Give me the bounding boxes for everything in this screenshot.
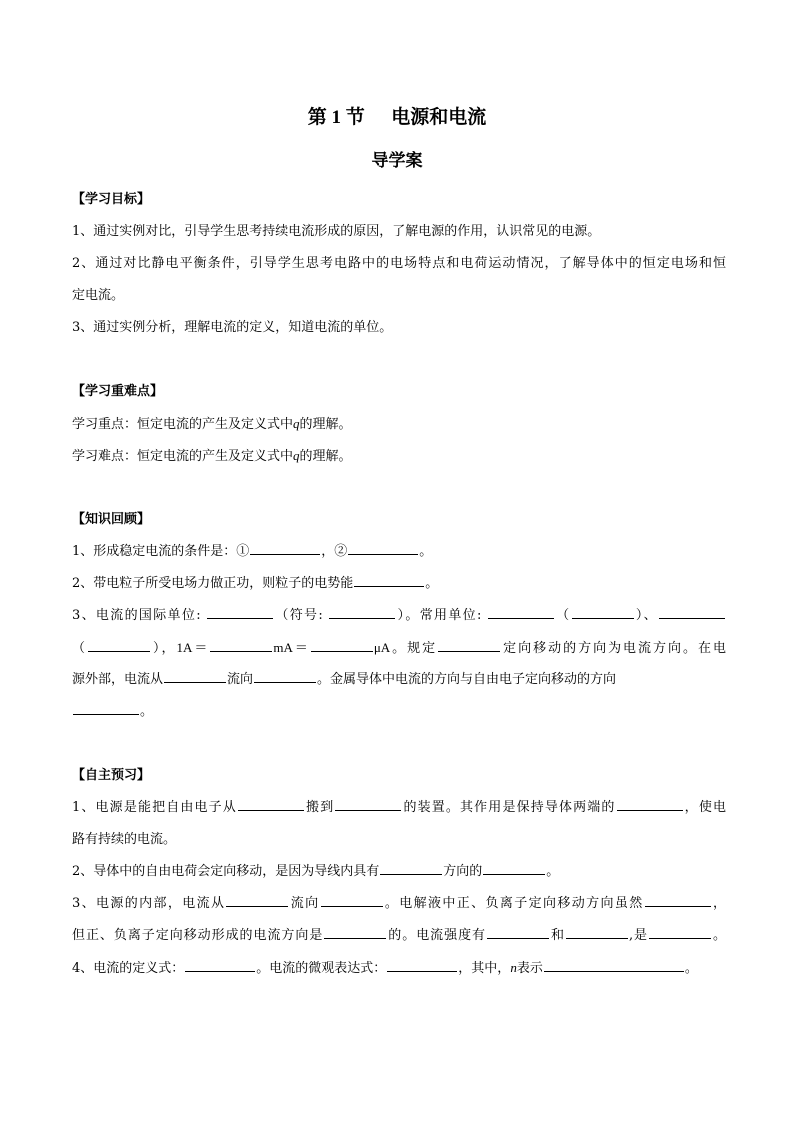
text: 流向 xyxy=(289,896,320,911)
fill-blank[interactable] xyxy=(438,637,500,652)
fill-blank[interactable] xyxy=(645,892,711,907)
fill-blank[interactable] xyxy=(617,796,683,811)
goal-item-2a: 2、通过对比静电平衡条件，引导学生思考电路中的电场特点和电荷运动情况，了解导体中的恒定电场和恒 xyxy=(72,256,726,271)
review-question-2 xyxy=(72,568,726,600)
text: 1、电源是能把自由电子从 xyxy=(72,800,237,815)
text: （符号: xyxy=(274,608,329,623)
text: 4、电流的定义式： xyxy=(72,961,185,976)
fill-blank[interactable] xyxy=(73,700,139,715)
fill-blank[interactable] xyxy=(207,604,273,619)
text: 方向的 xyxy=(443,864,483,879)
text: 搬到 xyxy=(304,800,335,815)
focus-text-post: 的理解。 xyxy=(299,417,352,432)
text: 和 xyxy=(550,928,565,943)
fill-blank[interactable] xyxy=(544,957,684,972)
fill-blank[interactable] xyxy=(321,892,383,907)
review-question-3b xyxy=(72,632,726,664)
fill-blank[interactable] xyxy=(348,540,418,555)
text: 。电解液中正、负离子定向移动方向虽然 xyxy=(383,896,644,911)
fill-blank[interactable] xyxy=(254,668,316,683)
fill-blank[interactable] xyxy=(487,924,549,939)
text: mA＝ xyxy=(273,640,310,655)
fill-blank[interactable] xyxy=(488,604,554,619)
fill-blank[interactable] xyxy=(354,572,424,587)
spacer xyxy=(72,472,726,504)
text: 。 xyxy=(712,928,726,943)
fill-blank[interactable] xyxy=(238,796,304,811)
fill-blank[interactable] xyxy=(164,668,226,683)
text: 。金属导体中电流的方向与自由电子定向移动的方向 xyxy=(317,672,617,687)
fill-blank[interactable] xyxy=(649,924,711,939)
preview-question-3b xyxy=(72,920,726,952)
text: ），1A＝ xyxy=(151,640,210,655)
fill-blank[interactable] xyxy=(324,924,386,939)
fill-blank[interactable] xyxy=(311,637,373,652)
preview-question-3a xyxy=(72,888,726,920)
difficulty-text-pre: 学习难点：恒定电流的产生及定义式中 xyxy=(72,449,294,464)
difficulty-text-post: 的理解。 xyxy=(299,449,352,464)
focus-text-pre: 学习重点：恒定电流的产生及定义式中 xyxy=(72,417,294,432)
text: 。 xyxy=(419,544,433,559)
preview-question-1a xyxy=(72,792,726,824)
title-section-number: 第 1 节 xyxy=(307,107,365,128)
text: 。 xyxy=(546,864,560,879)
text: 的装置。其作用是保持导体两端的 xyxy=(402,800,616,815)
review-question-3d xyxy=(72,696,726,728)
keypoint-focus xyxy=(72,408,726,440)
fill-blank[interactable] xyxy=(210,637,272,652)
text: 2、导体中的自由电荷会定向移动，是因为导线内具有 xyxy=(72,864,380,879)
text: ,是 xyxy=(628,928,649,943)
text: （ xyxy=(72,641,87,656)
review-heading: 【知识回顾】 xyxy=(72,512,151,527)
text: 1、形成稳定电流的条件是：① xyxy=(72,544,250,559)
text: 流向 xyxy=(227,672,254,687)
fill-blank[interactable] xyxy=(387,957,457,972)
text: ，② xyxy=(321,544,348,559)
review-question-3c xyxy=(72,664,726,696)
fill-blank[interactable] xyxy=(380,860,442,875)
text: 表示 xyxy=(516,961,543,976)
review-question-3a xyxy=(72,600,726,632)
text: ， xyxy=(711,896,726,911)
text: ，使电 xyxy=(683,800,726,815)
spacer xyxy=(72,728,726,760)
goal-item-3: 3、通过实例分析，理解电流的定义，知道电流的单位。 xyxy=(72,320,393,335)
text: 定向移动的方向为电流方向。在电 xyxy=(501,641,726,656)
text: μA。规定 xyxy=(373,640,438,655)
text: 3、电源的内部，电流从 xyxy=(72,896,226,911)
spacer xyxy=(72,344,726,376)
preview-heading: 【自主预习】 xyxy=(72,768,151,783)
text: ）。常用单位: xyxy=(396,608,487,623)
text: 3、电流的国际单位: xyxy=(72,608,207,623)
preview-question-2 xyxy=(72,856,726,888)
fill-blank[interactable] xyxy=(483,860,545,875)
goal-item-1: 1、通过实例对比，引导学生思考持续电流形成的原因，了解电源的作用，认识常见的电源。 xyxy=(72,224,601,239)
text: （ xyxy=(554,608,571,623)
text: 。电流的微观表达式： xyxy=(256,961,387,976)
fill-blank[interactable] xyxy=(226,892,288,907)
goal-item-2b: 定电流。 xyxy=(72,288,125,303)
fill-blank[interactable] xyxy=(185,957,255,972)
text: 。 xyxy=(425,576,439,591)
text: 但正、负离子定向移动形成的电流方向是 xyxy=(72,928,324,943)
keypoints-heading: 【学习重难点】 xyxy=(72,384,164,399)
keypoint-difficulty xyxy=(72,440,726,472)
text: ，其中， xyxy=(458,961,511,976)
text: 2、带电粒子所受电场力做正功，则粒子的电势能 xyxy=(72,576,354,591)
fill-blank[interactable] xyxy=(88,637,150,652)
variable-n: n xyxy=(510,960,517,975)
text: ）、 xyxy=(634,608,658,623)
review-question-1 xyxy=(72,536,726,568)
preview-question-4 xyxy=(72,952,726,984)
title-text: 电源和电流 xyxy=(391,106,487,128)
focus-variable: q xyxy=(293,416,300,431)
preview-question-1b: 路有持续的电流。 xyxy=(72,832,177,847)
text: 。 xyxy=(140,704,154,719)
fill-blank[interactable] xyxy=(566,924,628,939)
page-title xyxy=(0,103,794,132)
fill-blank[interactable] xyxy=(335,796,401,811)
fill-blank[interactable] xyxy=(329,604,395,619)
fill-blank[interactable] xyxy=(250,540,320,555)
fill-blank[interactable] xyxy=(659,604,725,619)
document-body xyxy=(72,184,726,984)
fill-blank[interactable] xyxy=(572,604,634,619)
goals-heading: 【学习目标】 xyxy=(72,192,151,207)
text: 的。电流强度有 xyxy=(387,928,487,943)
page-subtitle: 导学案 xyxy=(371,151,423,171)
difficulty-variable: q xyxy=(293,448,300,463)
text: 源外部，电流从 xyxy=(72,672,164,687)
text: 。 xyxy=(684,961,698,976)
